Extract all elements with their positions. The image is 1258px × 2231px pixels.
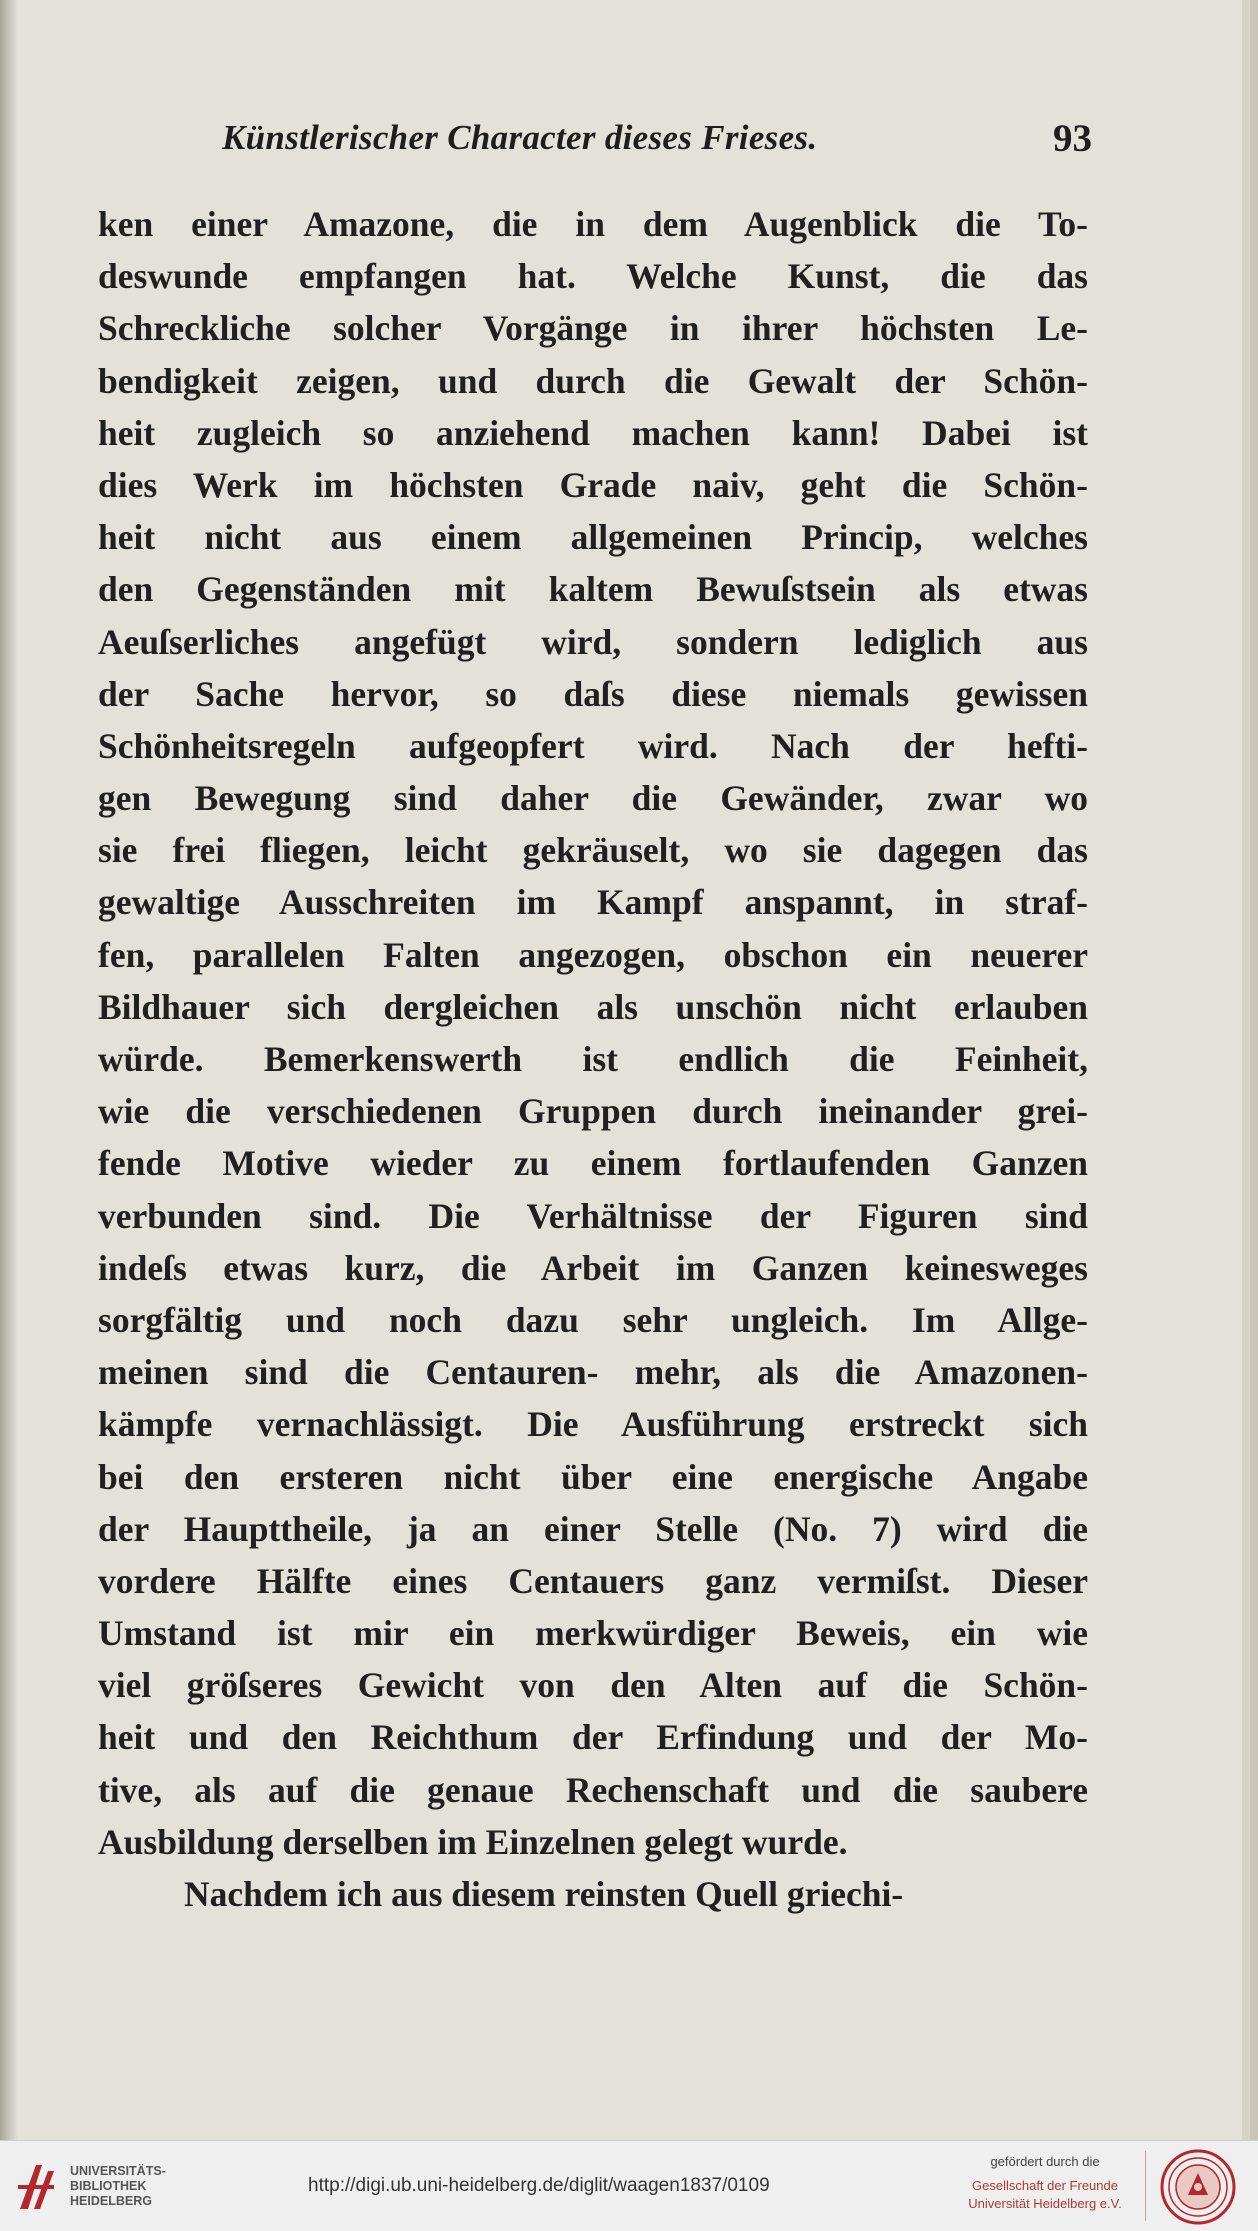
text-line: heit und den Reichthum der Erfindung und der Mo- <box>98 1717 1088 1758</box>
text-line: viel gröſseres Gewicht von den Alten auf die Schön- <box>98 1665 1088 1706</box>
text-line: verbunden sind. Die Verhältnisse der Figuren sind <box>98 1195 1088 1236</box>
text-line: fende Motive wieder zu einem fortlaufenden Ganzen <box>98 1143 1088 1184</box>
running-head <box>222 118 1092 178</box>
sponsor-name <box>955 2177 1135 2213</box>
text-line: Bildhauer sich dergleichen als unschön nicht erlauben <box>98 986 1088 1027</box>
text-line: der Haupttheile, ja an einer Stelle (No. 7) wird die <box>98 1508 1088 1549</box>
text-line: deswunde empfangen hat. Welche Kunst, die das <box>98 256 1088 297</box>
text-line: Nachdem ich aus diesem reinsten Quell griechi- <box>184 1874 904 1914</box>
text-line: gen Bewegung sind daher die Gewänder, zwar wo <box>98 778 1088 819</box>
sponsor-name-line: Gesellschaft der Freunde <box>972 2178 1118 2193</box>
library-name-line: BIBLIOTHEK <box>70 2179 147 2193</box>
text-line: tive, als auf die genaue Rechenschaft und die saubere <box>98 1769 1088 1810</box>
text-line: Aeuſserliches angefügt wird, sondern lediglich aus <box>98 621 1088 662</box>
page-number: 93 <box>1053 117 1092 160</box>
text-line: Schönheitsregeln aufgeopfert wird. Nach der hefti- <box>98 725 1088 766</box>
university-seal-icon <box>1160 2149 1236 2225</box>
text-line: heit nicht aus einem allgemeinen Princip, welches <box>98 517 1088 558</box>
text-line: wie die verschiedenen Gruppen durch ineinander grei- <box>98 1091 1088 1132</box>
ub-heidelberg-logo-icon[interactable] <box>14 2157 60 2217</box>
digitization-footer <box>0 2140 1258 2231</box>
library-name-line: HEIDELBERG <box>70 2194 152 2208</box>
text-line: bei den ersteren nicht über eine energische Angabe <box>98 1456 1088 1497</box>
text-line: sie frei fliegen, leicht gekräuselt, wo sie dagegen das <box>98 830 1088 871</box>
running-head-title: Künstlerischer Character dieses Frieses. <box>222 118 818 157</box>
text-line: den Gegenständen mit kaltem Bewuſstsein als etwas <box>98 569 1088 610</box>
text-line: sorgfältig und noch dazu sehr ungleich. Im Allge- <box>98 1299 1088 1340</box>
text-line: vordere Hälfte eines Centauers ganz vermiſst. Dieser <box>98 1560 1088 1601</box>
library-name-line: UNIVERSITÄTS- <box>70 2164 166 2178</box>
text-line: fen, parallelen Falten angezogen, obschon ein neuerer <box>98 934 1088 975</box>
page-gutter <box>1242 0 1250 2140</box>
text-line: dies Werk im höchsten Grade naiv, geht die Schön- <box>98 464 1088 505</box>
sponsor-name-line: Universität Heidelberg e.V. <box>968 2196 1122 2211</box>
text-line: bendigkeit zeigen, und durch die Gewalt der Schön- <box>98 360 1088 401</box>
funded-by-label: gefördert durch die <box>990 2154 1100 2169</box>
text-line: Schreckliche solcher Vorgänge in ihrer höchsten Le- <box>98 308 1088 349</box>
text-line: kämpfe vernachlässigt. Die Ausführung erstreckt sich <box>98 1404 1088 1445</box>
library-name <box>70 2164 166 2209</box>
text-line: indeſs etwas kurz, die Arbeit im Ganzen keinesweges <box>98 1247 1088 1288</box>
page-edge-shadow <box>0 0 18 2140</box>
text-line: der Sache hervor, so daſs diese niemals gewissen <box>98 673 1088 714</box>
divider <box>1145 2151 1146 2221</box>
text-line: Ausbildung derselben im Einzelnen gelegt wurde. <box>98 1821 848 1862</box>
text-line: Umstand ist mir ein merkwürdiger Beweis, ein wie <box>98 1613 1088 1654</box>
text-line: meinen sind die Centauren- mehr, als die Amazonen- <box>98 1352 1088 1393</box>
text-line: würde. Bemerkenswerth ist endlich die Feinheit, <box>98 1039 1088 1079</box>
body-text <box>98 198 1088 1920</box>
text-line: heit zugleich so anziehend machen kann! Dabei ist <box>98 412 1088 453</box>
permalink-url[interactable]: http://digi.ub.uni-heidelberg.de/diglit/waagen1837/0109 <box>308 2175 770 2196</box>
sponsor-block <box>955 2153 1135 2213</box>
text-line: gewaltige Ausschreiten im Kampf anspannt, in straf- <box>98 882 1088 923</box>
text-line: ken einer Amazone, die in dem Augenblick die To- <box>98 204 1088 244</box>
